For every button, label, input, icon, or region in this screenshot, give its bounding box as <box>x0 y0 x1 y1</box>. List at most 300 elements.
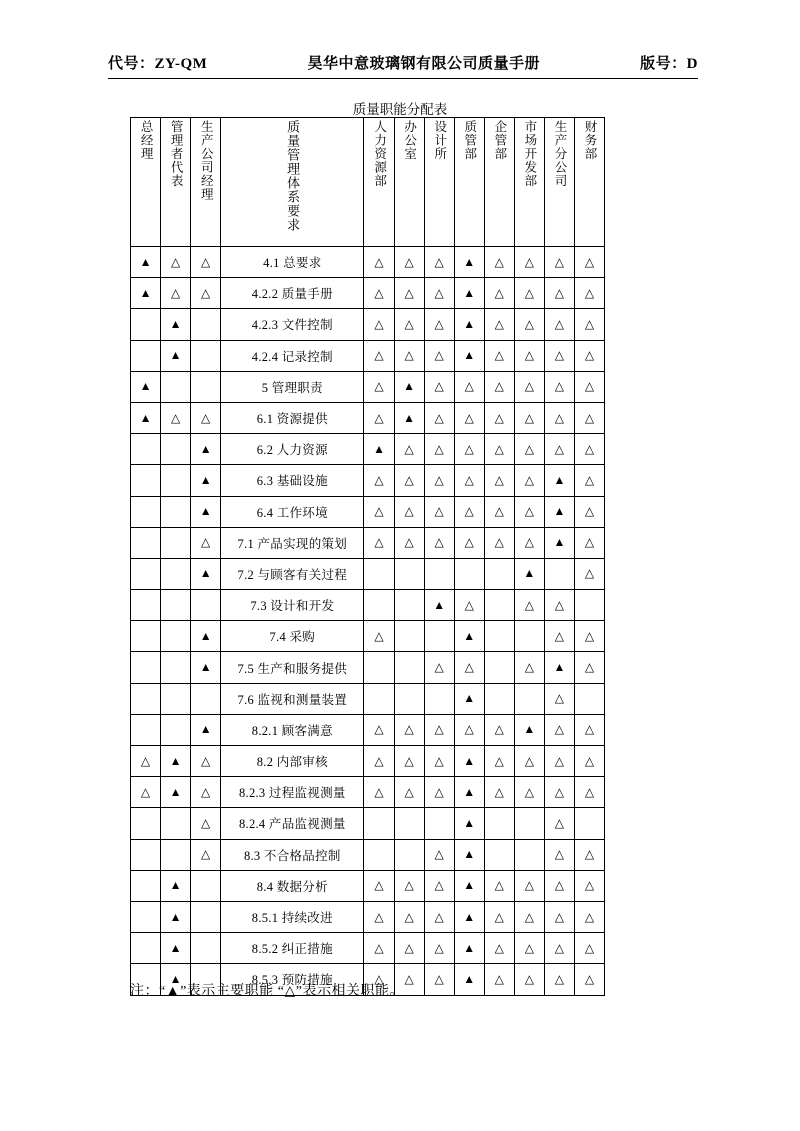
requirement-label: 7.6 监视和测量装置 <box>221 683 364 714</box>
cell-mark <box>364 870 394 901</box>
cell-mark <box>131 371 161 402</box>
cell-mark <box>454 901 484 932</box>
cell-mark <box>191 590 221 621</box>
function-mark: △ <box>374 316 384 331</box>
requirement-label: 7.1 产品实现的策划 <box>221 527 364 558</box>
function-mark: △ <box>524 753 534 768</box>
cell-mark <box>544 901 574 932</box>
function-mark: △ <box>434 784 444 799</box>
function-mark: △ <box>374 504 384 519</box>
cell-mark <box>514 465 544 496</box>
cell-mark <box>161 714 191 745</box>
cell-mark <box>484 590 514 621</box>
function-mark: △ <box>584 285 595 300</box>
function-mark: △ <box>584 441 595 456</box>
function-mark: △ <box>434 847 444 862</box>
cell-mark <box>131 590 161 621</box>
cell-mark <box>544 496 574 527</box>
table-row <box>131 870 605 901</box>
cell-mark <box>514 714 544 745</box>
cell-mark <box>484 558 514 589</box>
cell-mark <box>394 527 424 558</box>
function-mark: △ <box>404 940 414 955</box>
function-mark: △ <box>374 784 384 799</box>
cell-mark <box>514 434 544 465</box>
cell-mark <box>364 434 394 465</box>
function-mark: △ <box>434 441 444 456</box>
function-mark: △ <box>584 566 595 581</box>
function-mark: △ <box>434 878 444 893</box>
function-mark: △ <box>434 722 444 737</box>
cell-mark <box>161 465 191 496</box>
cell-mark <box>191 402 221 433</box>
cell-mark <box>484 652 514 683</box>
cell-mark <box>454 652 484 683</box>
function-mark: △ <box>524 535 534 550</box>
cell-mark <box>394 870 424 901</box>
function-mark: △ <box>554 909 564 924</box>
cell-mark <box>574 777 604 808</box>
function-mark: △ <box>201 753 211 768</box>
cell-mark <box>131 496 161 527</box>
cell-mark <box>364 590 394 621</box>
cell-mark <box>454 964 484 995</box>
cell-mark <box>514 309 544 340</box>
function-mark: △ <box>404 909 414 924</box>
cell-mark <box>574 247 604 278</box>
cell-mark <box>484 371 514 402</box>
function-mark: △ <box>434 254 444 269</box>
cell-mark <box>161 527 191 558</box>
column-header-bgs <box>394 118 424 247</box>
requirement-label: 6.3 基础设施 <box>221 465 364 496</box>
function-mark: △ <box>201 847 211 862</box>
cell-mark <box>424 714 454 745</box>
cell-mark <box>161 839 191 870</box>
cell-mark <box>424 683 454 714</box>
cell-mark <box>544 777 574 808</box>
cell-mark <box>544 247 574 278</box>
function-mark: △ <box>554 722 564 737</box>
header-divider <box>108 78 698 79</box>
table-row <box>131 621 605 652</box>
function-mark: ▲ <box>463 909 476 924</box>
function-mark: ▲ <box>463 254 476 269</box>
cell-mark <box>514 933 544 964</box>
function-mark: △ <box>464 660 474 675</box>
function-mark: △ <box>554 379 564 394</box>
function-mark: △ <box>374 878 384 893</box>
function-mark: ▲ <box>463 691 476 706</box>
requirement-label: 8.5.2 纠正措施 <box>221 933 364 964</box>
cell-mark <box>514 558 544 589</box>
function-mark: △ <box>201 285 211 300</box>
cell-mark <box>131 901 161 932</box>
column-header-label: 人力资源部 <box>372 120 387 188</box>
function-mark: ▲ <box>553 472 566 487</box>
function-mark: △ <box>404 753 414 768</box>
function-mark: △ <box>434 379 444 394</box>
function-mark: △ <box>554 753 564 768</box>
cell-mark <box>161 278 191 309</box>
requirement-label: 6.4 工作环境 <box>221 496 364 527</box>
function-mark: △ <box>374 628 384 643</box>
table-row <box>131 247 605 278</box>
cell-mark <box>454 309 484 340</box>
function-mark: △ <box>554 971 564 986</box>
function-mark: △ <box>584 410 595 425</box>
cell-mark <box>514 340 544 371</box>
cell-mark <box>424 371 454 402</box>
function-mark: △ <box>404 722 414 737</box>
cell-mark <box>424 746 454 777</box>
cell-mark <box>424 247 454 278</box>
cell-mark <box>484 808 514 839</box>
function-mark: △ <box>404 472 414 487</box>
column-header-label: 质量管理体系要求 <box>285 120 301 232</box>
table-row <box>131 309 605 340</box>
function-mark: △ <box>201 815 211 830</box>
cell-mark <box>394 683 424 714</box>
cell-mark <box>364 527 394 558</box>
cell-mark <box>364 777 394 808</box>
cell-mark <box>394 309 424 340</box>
function-mark: △ <box>494 410 504 425</box>
column-header-label: 财务部 <box>583 120 598 161</box>
function-mark: ▲ <box>169 940 182 955</box>
cell-mark <box>544 371 574 402</box>
table-row <box>131 683 605 714</box>
cell-mark <box>394 278 424 309</box>
cell-mark <box>364 465 394 496</box>
cell-mark <box>544 434 574 465</box>
function-mark: △ <box>434 940 444 955</box>
cell-mark <box>484 777 514 808</box>
cell-mark <box>424 590 454 621</box>
column-header-label: 质管部 <box>462 120 477 161</box>
cell-mark <box>131 465 161 496</box>
column-header-label: 生产公司经理 <box>199 120 214 201</box>
table-row <box>131 527 605 558</box>
cell-mark <box>131 808 161 839</box>
column-header-label: 办公室 <box>402 120 417 161</box>
cell-mark <box>514 746 544 777</box>
function-mark: ▲ <box>463 285 476 300</box>
cell-mark <box>574 714 604 745</box>
requirement-label: 8.2.4 产品监视测量 <box>221 808 364 839</box>
function-mark: △ <box>374 753 384 768</box>
table-title: 质量职能分配表 <box>352 102 448 117</box>
cell-mark <box>454 777 484 808</box>
function-mark: ▲ <box>199 472 212 487</box>
cell-mark <box>544 683 574 714</box>
function-mark: △ <box>554 784 564 799</box>
cell-mark <box>484 434 514 465</box>
cell-mark <box>574 465 604 496</box>
function-mark: ▲ <box>199 722 212 737</box>
cell-mark <box>131 527 161 558</box>
column-header-rlzyb <box>364 118 394 247</box>
cell-mark <box>364 808 394 839</box>
function-mark: △ <box>524 348 534 363</box>
table-row <box>131 808 605 839</box>
function-mark: △ <box>374 410 384 425</box>
cell-mark <box>394 621 424 652</box>
cell-mark <box>394 901 424 932</box>
cell-mark <box>191 652 221 683</box>
cell-mark <box>574 496 604 527</box>
requirement-label: 4.2.4 记录控制 <box>221 340 364 371</box>
function-mark: △ <box>404 285 414 300</box>
cell-mark <box>484 964 514 995</box>
table-row <box>131 402 605 433</box>
cell-mark <box>394 465 424 496</box>
cell-mark <box>394 371 424 402</box>
function-mark: △ <box>404 784 414 799</box>
cell-mark <box>574 371 604 402</box>
function-mark: △ <box>434 535 444 550</box>
cell-mark <box>191 714 221 745</box>
cell-mark <box>394 714 424 745</box>
column-header-qgb <box>484 118 514 247</box>
cell-mark <box>544 309 574 340</box>
function-mark: ▲ <box>139 379 152 394</box>
cell-mark <box>131 402 161 433</box>
function-mark: △ <box>524 597 534 612</box>
cell-mark <box>574 870 604 901</box>
function-mark: △ <box>584 379 595 394</box>
function-mark: △ <box>584 504 595 519</box>
column-header-label: 总经理 <box>139 120 154 161</box>
function-mark: △ <box>494 753 504 768</box>
requirement-label: 8.5.3 预防措施 <box>221 964 364 995</box>
cell-mark <box>484 278 514 309</box>
cell-mark <box>484 683 514 714</box>
function-mark: △ <box>404 316 414 331</box>
cell-mark <box>574 527 604 558</box>
function-mark: △ <box>584 847 595 862</box>
function-mark: ▲ <box>199 660 212 675</box>
cell-mark <box>484 933 514 964</box>
function-mark: ▲ <box>199 504 212 519</box>
function-mark: ▲ <box>403 379 416 394</box>
cell-mark <box>514 870 544 901</box>
requirement-label: 4.2.2 质量手册 <box>221 278 364 309</box>
cell-mark <box>544 621 574 652</box>
function-mark: ▲ <box>169 753 182 768</box>
function-mark: △ <box>170 410 181 425</box>
cell-mark <box>454 746 484 777</box>
function-mark: △ <box>434 660 444 675</box>
document-version: 版号：D <box>640 56 698 72</box>
function-mark: △ <box>524 316 534 331</box>
cell-mark <box>544 714 574 745</box>
function-mark: △ <box>170 254 181 269</box>
document-header-title: 昊华中意玻璃钢有限公司质量手册 <box>307 56 540 72</box>
cell-mark <box>424 496 454 527</box>
table-row <box>131 590 605 621</box>
function-mark: ▲ <box>139 285 152 300</box>
column-header-sckfb <box>514 118 544 247</box>
function-mark: △ <box>464 535 474 550</box>
function-mark: ▲ <box>523 566 536 581</box>
cell-mark <box>544 465 574 496</box>
cell-mark <box>191 746 221 777</box>
cell-mark <box>394 652 424 683</box>
cell-mark <box>574 340 604 371</box>
function-mark: △ <box>584 628 595 643</box>
cell-mark <box>574 590 604 621</box>
function-mark: ▲ <box>373 441 385 456</box>
cell-mark <box>514 808 544 839</box>
cell-mark <box>191 247 221 278</box>
function-mark: △ <box>201 410 211 425</box>
cell-mark <box>131 746 161 777</box>
cell-mark <box>514 496 544 527</box>
cell-mark <box>424 309 454 340</box>
cell-mark <box>514 839 544 870</box>
cell-mark <box>424 652 454 683</box>
column-header-glzdb <box>161 118 191 247</box>
cell-mark <box>131 714 161 745</box>
cell-mark <box>514 247 544 278</box>
function-mark: △ <box>584 753 595 768</box>
function-mark: △ <box>524 940 534 955</box>
function-mark: ▲ <box>139 410 152 425</box>
function-mark: △ <box>374 940 384 955</box>
function-mark: ▲ <box>463 348 476 363</box>
column-header-label: 市场开发部 <box>522 120 537 188</box>
function-mark: △ <box>404 348 414 363</box>
column-header-zgb <box>454 118 484 247</box>
cell-mark <box>484 839 514 870</box>
cell-mark <box>161 901 191 932</box>
cell-mark <box>161 590 191 621</box>
function-mark: △ <box>374 535 384 550</box>
cell-mark <box>131 933 161 964</box>
cell-mark <box>364 340 394 371</box>
cell-mark <box>574 309 604 340</box>
function-mark: ▲ <box>463 628 476 643</box>
cell-mark <box>131 777 161 808</box>
cell-mark <box>191 527 221 558</box>
cell-mark <box>484 746 514 777</box>
cell-mark <box>574 808 604 839</box>
function-mark: △ <box>524 441 534 456</box>
table-row <box>131 901 605 932</box>
function-mark: △ <box>494 472 504 487</box>
cell-mark <box>394 558 424 589</box>
function-mark: △ <box>494 285 504 300</box>
cell-mark <box>191 621 221 652</box>
column-header-scgsjl <box>191 118 221 247</box>
requirement-label: 5 管理职责 <box>221 371 364 402</box>
cell-mark <box>574 402 604 433</box>
cell-mark <box>454 527 484 558</box>
cell-mark <box>514 402 544 433</box>
cell-mark <box>454 465 484 496</box>
cell-mark <box>544 527 574 558</box>
cell-mark <box>191 434 221 465</box>
cell-mark <box>191 839 221 870</box>
function-mark: ▲ <box>433 597 446 612</box>
function-mark: △ <box>494 254 504 269</box>
function-mark: △ <box>374 379 384 394</box>
cell-mark <box>454 933 484 964</box>
cell-mark <box>161 683 191 714</box>
function-mark: ▲ <box>169 316 182 331</box>
function-mark: △ <box>494 722 504 737</box>
function-mark: △ <box>494 441 504 456</box>
cell-mark <box>574 434 604 465</box>
function-mark: △ <box>374 472 384 487</box>
column-header-req <box>221 118 364 247</box>
function-mark: ▲ <box>199 441 212 456</box>
cell-mark <box>424 808 454 839</box>
requirement-label: 4.2.3 文件控制 <box>221 309 364 340</box>
cell-mark <box>514 590 544 621</box>
function-mark: △ <box>524 660 534 675</box>
cell-mark <box>544 652 574 683</box>
function-mark: △ <box>201 535 211 550</box>
cell-mark <box>454 340 484 371</box>
function-mark: △ <box>170 285 181 300</box>
cell-mark <box>364 496 394 527</box>
cell-mark <box>364 402 394 433</box>
table-row <box>131 278 605 309</box>
cell-mark <box>484 465 514 496</box>
cell-mark <box>574 683 604 714</box>
cell-mark <box>364 683 394 714</box>
cell-mark <box>191 683 221 714</box>
cell-mark <box>364 558 394 589</box>
function-mark: ▲ <box>403 410 416 425</box>
function-mark: △ <box>374 971 384 986</box>
cell-mark <box>161 496 191 527</box>
column-header-label: 管理者代表 <box>169 120 184 188</box>
cell-mark <box>161 621 191 652</box>
cell-mark <box>394 746 424 777</box>
cell-mark <box>424 558 454 589</box>
cell-mark <box>394 590 424 621</box>
function-mark: △ <box>554 597 564 612</box>
cell-mark <box>484 621 514 652</box>
cell-mark <box>484 870 514 901</box>
cell-mark <box>544 839 574 870</box>
function-mark: △ <box>554 348 564 363</box>
cell-mark <box>574 839 604 870</box>
cell-mark <box>131 621 161 652</box>
cell-mark <box>364 621 394 652</box>
function-mark: △ <box>584 316 595 331</box>
cell-mark <box>544 558 574 589</box>
cell-mark <box>161 933 191 964</box>
cell-mark <box>454 496 484 527</box>
column-header-sjs <box>424 118 454 247</box>
function-mark: △ <box>554 847 564 862</box>
cell-mark <box>364 371 394 402</box>
function-mark: △ <box>494 971 504 986</box>
cell-mark <box>454 870 484 901</box>
function-mark: △ <box>494 940 504 955</box>
function-mark: ▲ <box>199 628 212 643</box>
function-mark: △ <box>554 628 564 643</box>
cell-mark <box>191 933 221 964</box>
cell-mark <box>544 746 574 777</box>
function-mark: △ <box>464 410 474 425</box>
requirement-label: 8.3 不合格品控制 <box>221 839 364 870</box>
function-mark: △ <box>524 909 534 924</box>
